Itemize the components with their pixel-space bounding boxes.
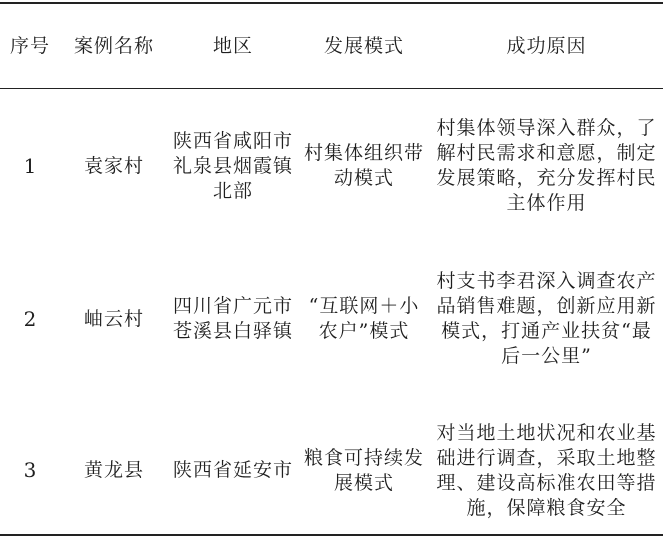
table-row [0,89,663,243]
reason-line: 础进行调查，采取土地整 [436,446,657,469]
header-index: 序号 [9,34,50,57]
mode-cell [298,243,430,395]
region-line: 陕西省延安市 [172,459,293,481]
mode-cell [298,89,430,243]
region-line: 礼泉县烟霞镇 [172,154,293,177]
row-index: 3 [23,458,37,482]
table-row [0,243,663,395]
reason-line: 施，保障粮食安全 [466,496,627,519]
region-cell [168,243,298,395]
reason-cell [430,243,663,395]
reason-line: 村支书李君深入调查农产 [436,270,657,292]
reason-cell [430,407,663,534]
row-index: 1 [23,153,37,178]
mode-cell [298,407,430,534]
table-header-row [0,4,663,88]
table-bottom-rule [0,534,663,536]
case-name: 黄龙县 [83,459,144,481]
reason-line: 理、建设高标准农田等措 [436,471,657,494]
region-line: 四川省广元市 [172,295,293,317]
row-index: 2 [23,306,37,331]
header-mode: 发展模式 [323,34,404,57]
region-line: 陕西省咸阳市 [172,129,293,152]
reason-line: 解村民需求和意愿，制定 [436,142,657,164]
region-cell [168,89,298,243]
reason-line: 后一公里” [501,345,592,367]
reason-line: 发展策略，充分发挥村民 [436,167,657,189]
mode-line: 村集体组织带 [303,142,424,164]
case-name: 岫云村 [83,307,144,330]
mode-line: 农户”模式 [318,320,410,342]
mode-line: 粮食可持续发 [303,446,424,469]
region-line: 北部 [212,179,253,202]
mode-line: 动模式 [333,167,394,189]
reason-line: 对当地土地状况和农业基 [436,421,657,444]
reason-line: 村集体领导深入群众，了 [436,117,657,139]
header-case-name: 案例名称 [73,34,154,57]
table-row [0,395,663,534]
header-reason: 成功原因 [506,34,587,57]
region-cell [168,407,298,534]
region-line: 苍溪县白驿镇 [172,320,293,342]
mode-line: “互联网＋小 [308,295,420,317]
reason-line: 主体作用 [506,192,587,214]
reason-line: 模式，打通产业扶贫“最 [441,320,652,342]
case-name: 袁家村 [83,154,144,177]
reason-line: 品销售难题，创新应用新 [436,295,657,317]
reason-cell [430,89,663,243]
mode-line: 展模式 [333,471,394,494]
header-region: 地区 [212,34,253,57]
